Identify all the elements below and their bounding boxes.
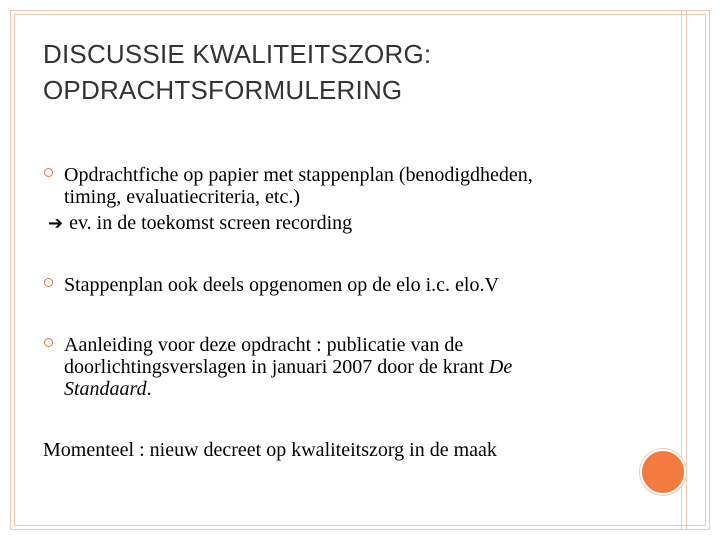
bullet-3-line-3 [64, 378, 624, 400]
bullet-3-line-2 [64, 356, 624, 378]
bullet-text [64, 164, 624, 208]
bullet-3-line-2-text: doorlichtingsverslagen in januari 2007 door de krant [64, 356, 489, 378]
title-line-1: DISCUSSIE KWALITEITSZORG: [43, 39, 432, 69]
bullet-text [64, 334, 624, 400]
bullet-icon [44, 168, 53, 177]
decorative-circle-icon [640, 449, 686, 495]
decorative-line [681, 10, 682, 530]
bullet-icon [44, 338, 53, 347]
right-arrow-icon: ➔ [48, 213, 64, 234]
title-line-2: OPDRACHTSFORMULERING [43, 75, 403, 105]
slide-title [43, 36, 643, 108]
bullet-text [64, 274, 624, 296]
footer-note: Momenteel : nieuw decreet op kwaliteitszorg in de maak [43, 439, 497, 461]
newspaper-name-part-1: De [488, 356, 513, 378]
decorative-line [686, 10, 687, 530]
arrow-note-text: ev. in de toekomst screen recording [69, 212, 353, 234]
bullet-icon [44, 278, 53, 287]
bullet-3-line-1: Aanleiding voor deze opdracht : publicatie van de [64, 334, 464, 356]
bullet-3-period: . [146, 378, 152, 400]
arrow-note [48, 212, 352, 235]
bullet-1-line-2: timing, evaluatiecriteria, etc.) [64, 186, 300, 208]
newspaper-name-part-2: Standaard [64, 378, 147, 400]
bullet-2-line-1: Stappenplan ook deels opgenomen op de elo i.c. elo.V [64, 274, 499, 296]
bullet-1-line-1: Opdrachtfiche op papier met stappenplan (benodigdheden, [64, 164, 533, 186]
